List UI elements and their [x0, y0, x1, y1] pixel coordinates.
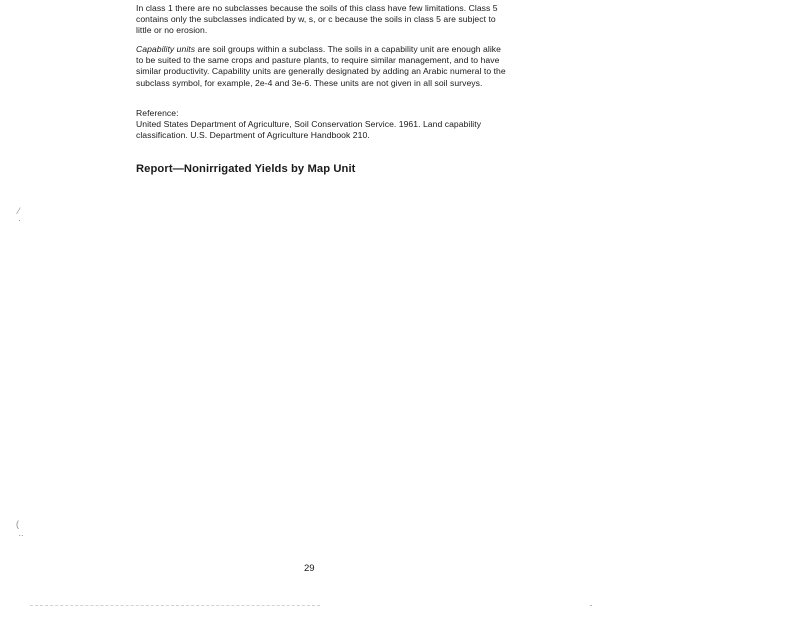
capability-units-paragraph [136, 44, 506, 89]
scan-footer-dot [590, 605, 592, 606]
capability-units-definition: are soil groups within a subclass. The soils in a capability unit are enough alike to be suited to the same crops and pasture plants, to require similar management, and to have similar productivity. Capability units are generally designated by adding an Arabic numeral to the subclass symbol, for example, 2e-4 and 3e-6. These units are not given in all soil surveys. [136, 44, 506, 88]
reference-section [136, 108, 506, 142]
scan-footer-line [30, 605, 320, 607]
capability-units-term: Capability units [136, 44, 196, 54]
reference-citation: United States Department of Agriculture, Soil Conservation Service. 1961. Land capability classification. U.S. Department of Agriculture Handbook 210. [136, 119, 482, 141]
report-title: Report—Nonirrigated Yields by Map Unit [136, 163, 356, 175]
scan-artifact-mark: ⁄ · [18, 206, 21, 225]
class-subclass-paragraph: In class 1 there are no subclasses because the soils of this class have few limitations. Class 5 contains only the subclasses indicated by w, s, or c because the soils in class 5 are subject to little or no erosion. [136, 3, 498, 36]
reference-heading: Reference: [136, 108, 179, 118]
page-number: 29 [304, 563, 315, 574]
scan-artifact-mark: ( .. [16, 519, 24, 538]
